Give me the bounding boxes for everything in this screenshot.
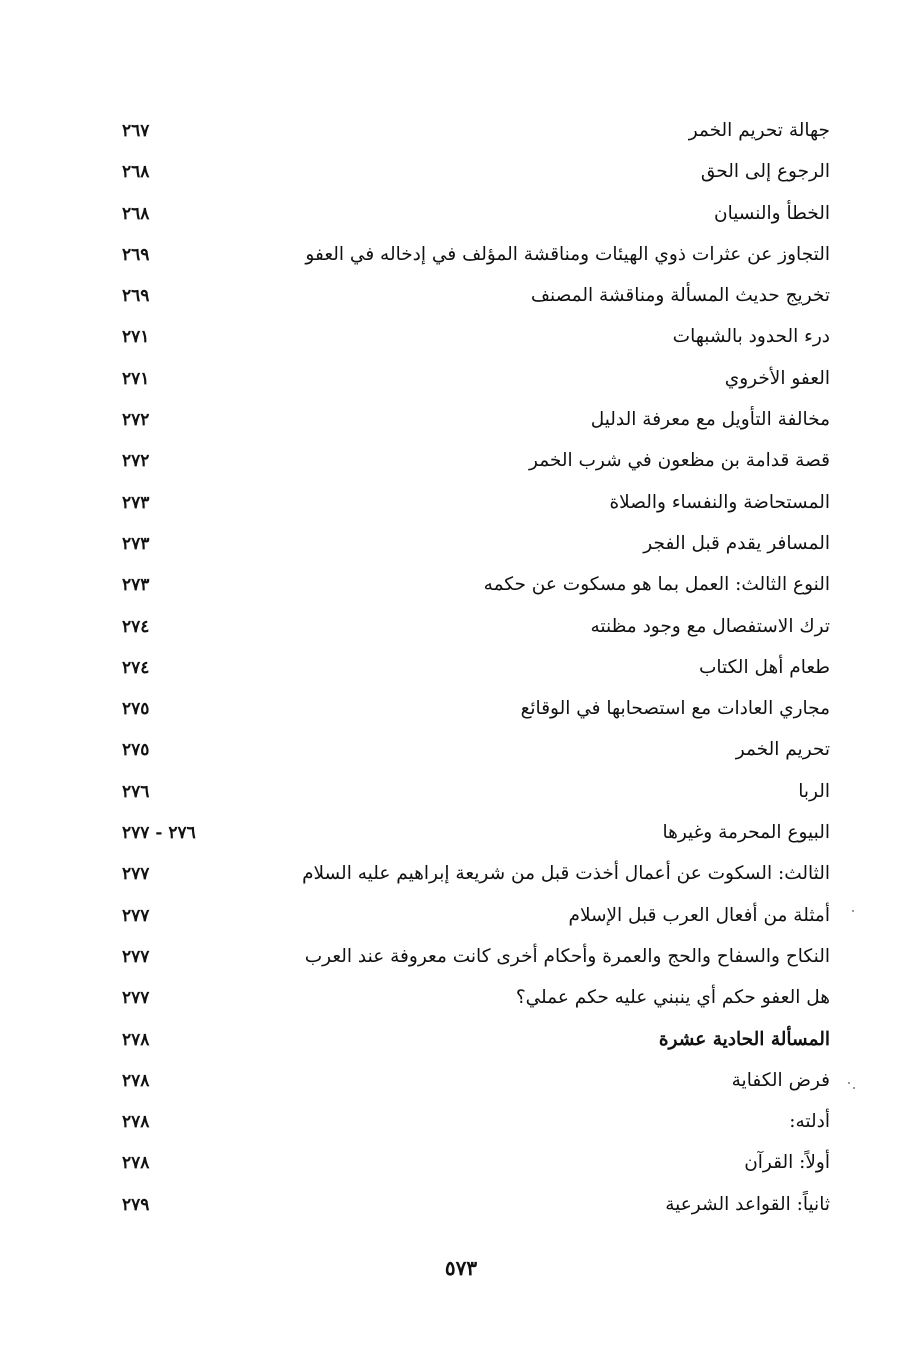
toc-entry-page: ٢٧٨ [122, 1112, 150, 1133]
toc-entry [122, 1184, 830, 1225]
toc-entry [122, 482, 830, 523]
toc-entry-title: مخالفة التأويل مع معرفة الدليل [590, 409, 830, 431]
toc-entry-page: ٢٧٨ [122, 1029, 150, 1050]
scan-speck [853, 1087, 855, 1089]
toc-entry-title: مجاري العادات مع استصحابها في الوقائع [520, 698, 830, 720]
toc-entry-page: ٢٦٩ [122, 286, 150, 307]
toc-entry [122, 1060, 830, 1101]
toc-entry-title: الرجوع إلى الحق [700, 161, 830, 183]
toc-entry-title: الخطأ والنسيان [713, 202, 830, 224]
toc-entry [122, 936, 830, 977]
toc-entry-page: ٢٧٣ [122, 492, 150, 513]
toc-entry-title: طعام أهل الكتاب [698, 656, 830, 678]
toc-entry [122, 193, 830, 234]
toc-entry-title: فرض الكفاية [731, 1069, 830, 1091]
toc-entry-page: ٢٧٤ [122, 616, 150, 637]
toc-entry-title: البيوع المحرمة وغيرها [662, 822, 830, 844]
toc-entry [122, 110, 830, 151]
scan-speck [852, 910, 854, 912]
toc-entry [122, 1019, 830, 1060]
toc-entry-page: ٢٦٩ [122, 244, 150, 265]
toc-entry-title: جهالة تحريم الخمر [688, 120, 830, 141]
toc-entry [122, 316, 830, 357]
toc-entry-page: ٢٧١ [122, 327, 150, 348]
toc-entry-page: ٢٧٤ [122, 657, 150, 678]
toc-entry-title: الربا [798, 780, 830, 802]
toc-entry-title: هل العفو حكم أي ينبني عليه حكم عملي؟ [515, 987, 830, 1009]
toc-entry-page: ٢٧٦ - ٢٧٧ [122, 823, 196, 844]
toc-entry [122, 440, 830, 481]
toc-entry-page: ٢٧٥ [122, 699, 150, 720]
toc-entry [122, 275, 830, 316]
toc-entry-title: قصة قدامة بن مظعون في شرب الخمر [528, 450, 830, 472]
toc-entry-page: ٢٧٣ [122, 575, 150, 596]
toc-entry [122, 564, 830, 605]
toc-entry-page: ٢٧٣ [122, 533, 150, 554]
toc-entry-title: ثانياً: القواعد الشرعية [665, 1193, 830, 1215]
toc-entry [122, 729, 830, 770]
toc-entry-title: درء الحدود بالشبهات [672, 326, 830, 348]
toc-entry-page: ٢٦٨ [122, 162, 150, 183]
toc-entry [122, 234, 830, 275]
toc-entry-title: تخريج حديث المسألة ومناقشة المصنف [530, 285, 830, 307]
toc-entry-title: العفو الأخروي [724, 367, 830, 389]
toc-entry [122, 647, 830, 688]
toc-entry-title: أولاً: القرآن [744, 1152, 830, 1174]
toc-entry [122, 1101, 830, 1142]
toc-entry-page: ٢٦٧ [122, 121, 150, 141]
toc-entry-page: ٢٧١ [122, 368, 150, 389]
toc-entry-page: ٢٧٨ [122, 1153, 150, 1174]
toc-entry-title: ترك الاستفصال مع وجود مظنته [590, 615, 830, 637]
toc-entry [122, 151, 830, 192]
toc-entry-page: ٢٧٧ [122, 988, 150, 1009]
toc-entry-page: ٢٧٨ [122, 1070, 150, 1091]
toc-entry-page: ٢٧٦ [122, 781, 150, 802]
toc-entry-title: تحريم الخمر [735, 739, 830, 761]
toc-entry-title: النكاح والسفاح والحج والعمرة وأحكام أخرى كانت معروفة عند العرب [304, 945, 830, 967]
toc-entry-title: أمثلة من أفعال العرب قبل الإسلام [568, 904, 830, 926]
toc-entry-title: أدلته: [789, 1111, 830, 1133]
toc-entry [122, 812, 830, 853]
toc-entry-page: ٢٧٧ [122, 864, 150, 885]
toc-entry [122, 688, 830, 729]
toc-entry-page: ٢٧٢ [122, 451, 150, 472]
toc-entry-page: ٢٧٧ [122, 946, 150, 967]
toc-entry [122, 399, 830, 440]
toc-entry-title: النوع الثالث: العمل بما هو مسكوت عن حكمه [483, 574, 830, 596]
toc-entry [122, 606, 830, 647]
toc-entry-title: الثالث: السكوت عن أعمال أخذت قبل من شريعة إبراهيم عليه السلام [302, 863, 830, 885]
toc-entry [122, 853, 830, 894]
toc-entry [122, 771, 830, 812]
toc-entry-page: ٢٧٢ [122, 410, 150, 431]
toc-entry-title: المستحاضة والنفساء والصلاة [609, 491, 830, 513]
toc-entry [122, 1142, 830, 1183]
toc-entry [122, 895, 830, 936]
scan-speck [848, 1082, 850, 1084]
toc-entry-page: ٢٧٩ [122, 1194, 150, 1215]
toc-entry-page: ٢٧٥ [122, 740, 150, 761]
toc-entry-page: ٢٦٨ [122, 203, 150, 224]
table-of-contents [122, 110, 830, 1225]
page-number: ٥٧٣ [444, 1256, 478, 1280]
toc-entry [122, 977, 830, 1018]
toc-entry [122, 358, 830, 399]
toc-entry-title: التجاوز عن عثرات ذوي الهيئات ومناقشة المؤلف في إدخاله في العفو [305, 243, 830, 265]
toc-entry [122, 523, 830, 564]
toc-entry-page: ٢٧٧ [122, 905, 150, 926]
toc-entry-title: المسافر يقدم قبل الفجر [643, 532, 830, 554]
toc-entry-title: المسألة الحادية عشرة [658, 1028, 830, 1050]
